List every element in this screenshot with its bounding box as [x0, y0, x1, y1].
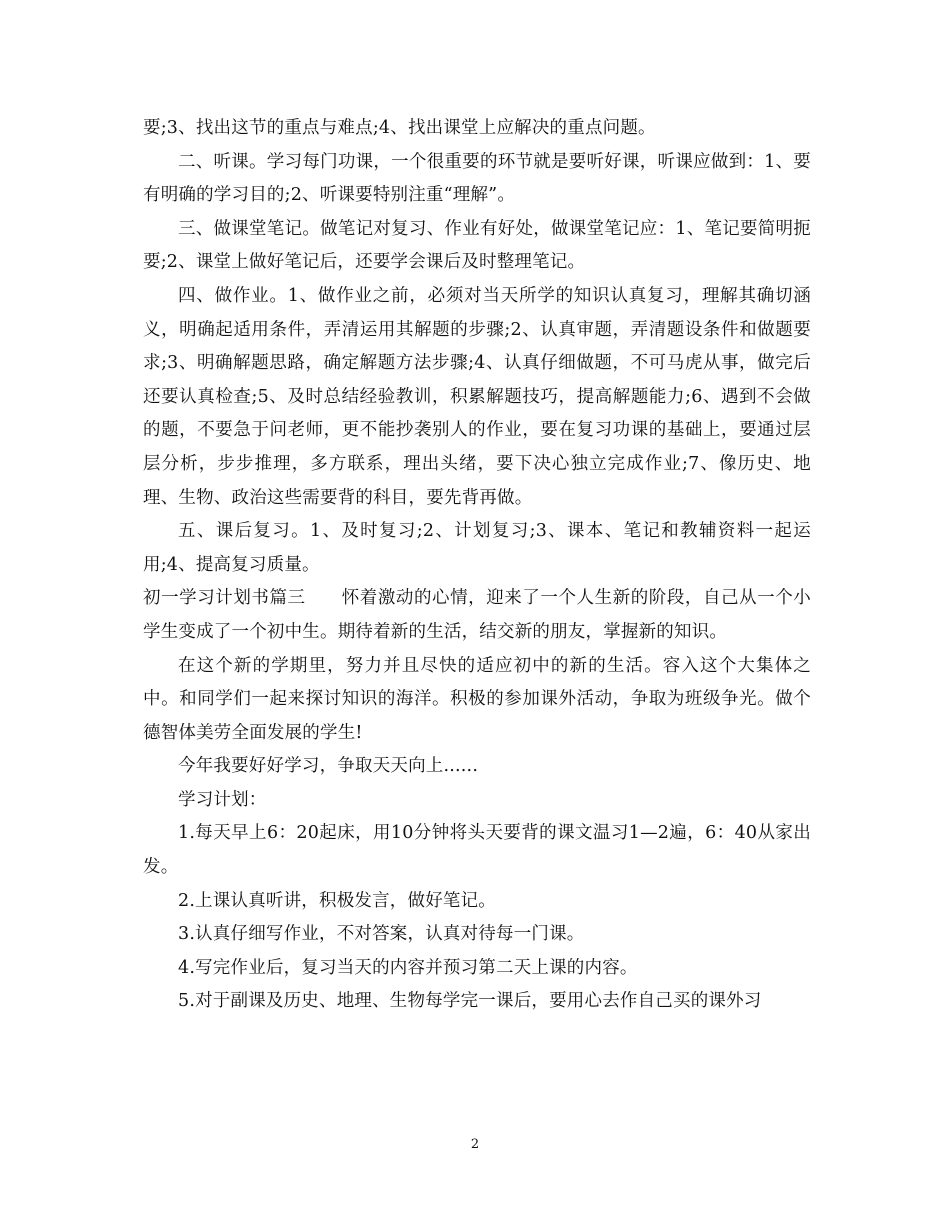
- paragraph: 要;3、找出这节的重点与难点;4、找出课堂上应解决的重点问题。: [143, 118, 656, 138]
- list-item: 5.对于副课及历史、地理、生物每学完一课后，要用心去作自己买的课外习: [178, 991, 762, 1012]
- paragraph: 三、做课堂笔记。做笔记对复习、作业有好处，做课堂笔记应：1、笔记要简明扼要;2、课堂上做好笔记后，还要学会课后及时整理笔记。: [143, 218, 811, 273]
- section-heading-paragraph: 初一学习计划书篇三 怀着激动的心情，迎来了一个人生新的阶段，自己从一个小学生变成了一个初中生。期待着新的生活，结交新的朋友，掌握新的知识。: [143, 588, 811, 642]
- list-item: 1.每天早上6：20起床，用10分钟将头天要背的课文温习1—2遍，6：40从家出发。: [143, 823, 811, 878]
- paragraph: 学习计划：: [178, 789, 267, 810]
- paragraph: 五、课后复习。1、及时复习;2、计划复习;3、课本、笔记和教辅资料一起运用;4、提高复习质量。: [143, 521, 811, 575]
- paragraph: 四、做作业。1、做作业之前，必须对当天所学的知识认真复习，理解其确切涵义，明确起适用条件，弄清运用其解题的步骤;2、认真审题，弄清题设条件和做题要求;3、明确解题思路，确定解题方法步骤;4、认真仔细做题，不可马虎从事，做完后还要认真检查;5、及时总结经验教训，积累解题技巧，提高解题能力;6、遇到不会做的题，不要急于问老师，更不能抄袭别人的作业，要在复习功课的基础上，要通过层层分析，步步推理，多方联系，理出头绪，要下决心独立完成作业;7、像历史、地理、生物、政治这些需要背的科目，要先背再做。: [143, 285, 811, 508]
- document-body: [143, 112, 811, 1019]
- paragraph: 二、听课。学习每门功课，一个很重要的环节就是要听好课，听课应做到：1、要有明确的学习目的;2、听课要特别注重“理解”。: [143, 151, 811, 206]
- list-item: 3.认真仔细写作业，不对答案，认真对待每一门课。: [178, 924, 585, 945]
- list-item: 4.写完作业后，复习当天的内容并预习第二天上课的内容。: [178, 957, 638, 978]
- paragraph: 在这个新的学期里，努力并且尽快的适应初中的新的生活。容入这个大集体之中。和同学们一起来探讨知识的海洋。积极的参加课外活动，争取为班级争光。做个德智体美劳全面发展的学生!: [143, 655, 811, 743]
- page-number: 2: [470, 1137, 480, 1152]
- paragraph: 今年我要好好学习，争取天天向上......: [178, 756, 479, 777]
- list-item: 2.上课认真听讲，积极发言，做好笔记。: [178, 890, 496, 911]
